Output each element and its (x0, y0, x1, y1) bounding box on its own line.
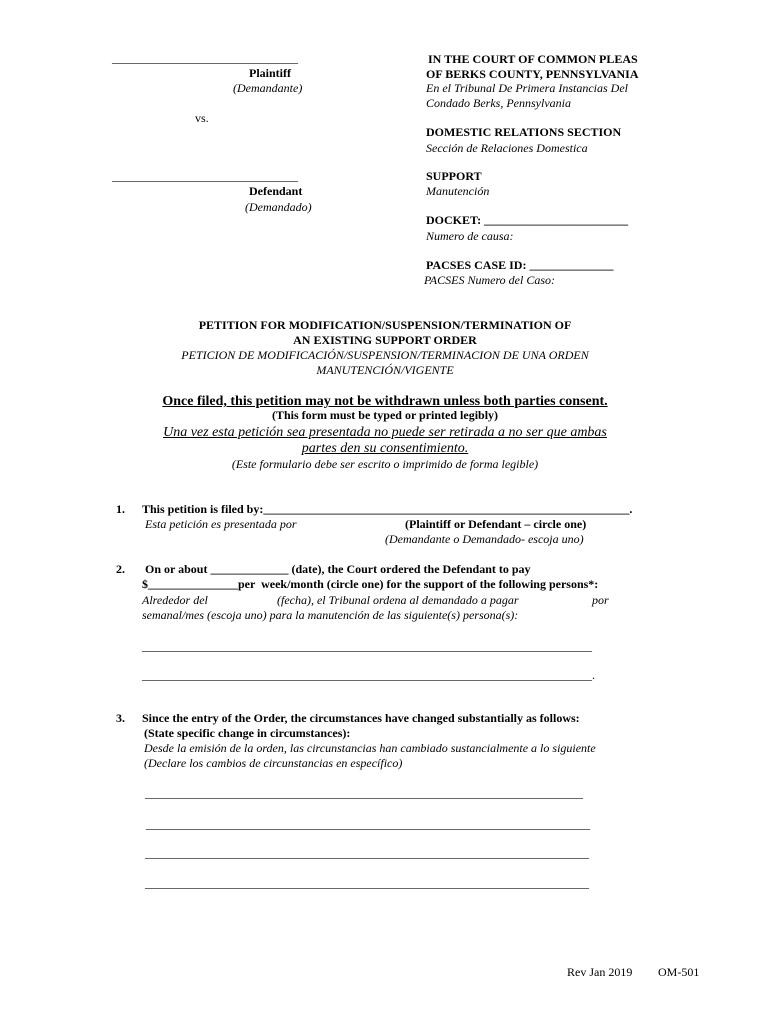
legibility-note: (This form must be typed or printed legibly) (271, 408, 499, 422)
court-name-line1: IN THE COURT OF COMMON PLEAS (428, 52, 638, 66)
item2-number: 2. (116, 562, 125, 576)
circumstances-instruction-es: (Declare los cambios de circunstancias en específico) (144, 756, 403, 770)
defendant-name-blank[interactable]: _______________________________ (112, 169, 298, 183)
support-label: SUPPORT (426, 169, 482, 183)
plaintiff-label: Plaintiff (249, 66, 291, 80)
support-label-es: Manutención (426, 184, 490, 198)
section-label: DOMESTIC RELATIONS SECTION (426, 125, 622, 139)
item3-number: 3. (116, 711, 125, 725)
item1-number: 1. (116, 502, 125, 516)
circumstances-label-es: Desde la emisión de la orden, las circunstancias han cambiado sustancialmente a lo siguiente (144, 741, 596, 755)
pacses-case-id-field[interactable]: PACSES CASE ID: ______________ (426, 258, 614, 272)
party-choice-label: (Plaintiff or Defendant – circle one) (405, 517, 587, 531)
court-name-line2: OF BERKS COUNTY, PENNSYLVANIA (426, 67, 639, 81)
petition-title-line1: PETITION FOR MODIFICATION/SUSPENSION/TERMINATION OF (198, 318, 572, 332)
pacses-label-es: PACSES Numero del Caso: (424, 273, 555, 287)
circumstances-instruction: (State specific change in circumstances): (144, 726, 351, 740)
court-name-line1-es: En el Tribunal De Primera Instancias Del (426, 81, 628, 95)
withdrawal-notice-es-line2: partes den su consentimiento. (301, 441, 469, 456)
support-persons-label-es: semanal/mes (escoja uno) para la manutención de las siguiente(s) persona(s): (142, 608, 519, 622)
withdrawal-notice: Once filed, this petition may not be withdrawn unless both parties consent. (162, 394, 608, 409)
circumstances-line1[interactable]: _________________________________________________________________________ (145, 786, 583, 800)
petition-title-line1-es: PETICION DE MODIFICACIÓN/SUSPENSION/TERMINACION DE UNA ORDEN (181, 348, 589, 362)
circumstances-line2[interactable]: __________________________________________________________________________ (146, 817, 590, 831)
legibility-note-es: (Este formulario debe ser escrito o imprimido de forma legible) (231, 457, 539, 471)
defendant-label: Defendant (249, 184, 303, 198)
petition-title-line2: AN EXISTING SUPPORT ORDER (293, 333, 477, 347)
section-label-es: Sección de Relaciones Domestica (426, 141, 588, 155)
per-label-es: por (592, 593, 609, 607)
circumstances-label: Since the entry of the Order, the circumstances have changed substantially as follows: (142, 711, 580, 725)
versus-label: vs. (195, 111, 209, 125)
party-choice-label-es: (Demandante o Demandado- escoja uno) (385, 532, 584, 546)
docket-field[interactable]: DOCKET: ________________________ (426, 213, 629, 227)
withdrawal-notice-es-line1: Una vez esta petición sea presentada no puede ser retirada a no ser que ambas (163, 425, 607, 440)
support-persons-line1[interactable]: ___________________________________________________________________________ (142, 639, 592, 653)
docket-label-es: Numero de causa: (426, 229, 514, 243)
form-number: OM-501 (658, 965, 700, 979)
support-amount-field[interactable]: $_______________per week/month (circle one) for the support of the following persons*: (142, 577, 599, 591)
court-name-line2-es: Condado Berks, Pennsylvania (426, 96, 571, 110)
support-persons-line2[interactable]: ___________________________________________________________________________. (142, 668, 595, 682)
circumstances-line4[interactable]: __________________________________________________________________________ (145, 876, 589, 890)
order-date-field[interactable]: On or about _____________ (date), the Court ordered the Defendant to pay (145, 562, 531, 576)
petition-title-line2-es: MANUTENCIÓN/VIGENTE (316, 363, 454, 377)
defendant-label-es: (Demandado) (245, 200, 312, 214)
circumstances-line3[interactable]: __________________________________________________________________________ (145, 846, 589, 860)
revision-date: Rev Jan 2019 (567, 965, 633, 979)
plaintiff-label-es: (Demandante) (233, 81, 303, 95)
filed-by-field[interactable]: This petition is filed by:_____________________________________________________________. (142, 502, 633, 516)
filed-by-label-es: Esta petición es presentada por (145, 517, 297, 531)
court-ordered-label-es: (fecha), el Tribunal ordena al demandado a pagar (277, 593, 519, 607)
order-date-label-es: Alrededor del (142, 593, 208, 607)
plaintiff-name-blank[interactable]: _______________________________ (112, 51, 298, 65)
